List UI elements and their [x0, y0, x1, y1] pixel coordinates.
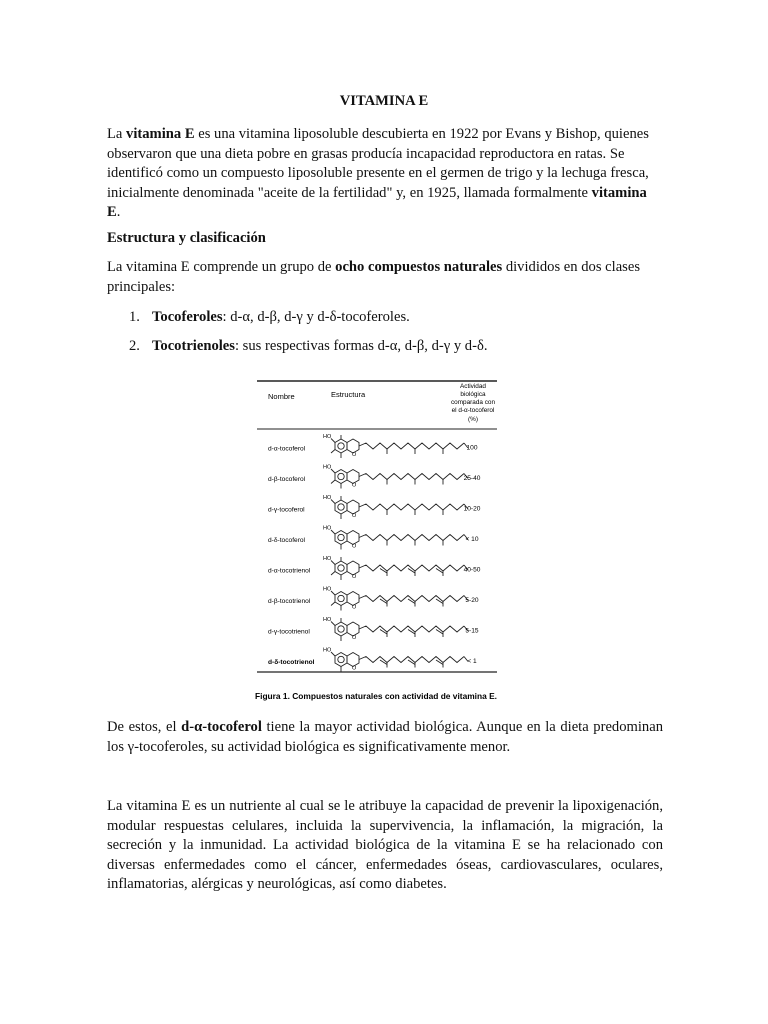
pyran-ring — [347, 592, 359, 606]
intro-text-2: es una vitamina liposoluble descubierta en 1922 por Evans y Bishop, quienes observaron que una dieta pobre en grasas producía incapacidad reproductora en ratas. Se identificó como un compuesto liposoluble presente en el germen de trigo y la lechuga fresca, inicialmente denominada "aceite de la fertilidad" y, en 1925, llamada formalmente — [107, 126, 649, 201]
double-bond — [436, 599, 443, 604]
aromatic-circle — [338, 595, 344, 601]
methyl-bond — [331, 450, 335, 454]
hydroxyl-bond — [331, 622, 335, 626]
compound-name: d-γ-tocotrienol — [268, 628, 310, 636]
aromatic-circle — [338, 656, 344, 662]
hydroxyl-bond — [331, 591, 335, 595]
intro-bold-vitamin-e-2: vitamina E — [107, 184, 647, 220]
benzene-ring — [335, 561, 347, 575]
list-item-text: : sus respectivas formas d-α, d-β, d-γ y d-δ. — [234, 337, 488, 354]
hydroxyl-label: HO — [323, 525, 332, 532]
header-activity-line: (%) — [468, 416, 478, 423]
hydroxyl-bond — [331, 530, 335, 534]
side-chain — [359, 474, 464, 480]
list-item-text: : d-α, d-β, d-γ y d-δ-tocoferoles. — [222, 309, 410, 325]
side-chain — [359, 535, 464, 541]
aromatic-circle — [338, 473, 344, 479]
side-chain — [359, 657, 464, 663]
intro-bold-vitamin-e: vitamina E — [126, 126, 195, 142]
activity-paragraph — [107, 718, 663, 757]
header-activity — [451, 383, 495, 423]
list-item-bold: Tocotrienoles — [152, 337, 235, 354]
ring-oxygen-label: O — [352, 574, 357, 580]
methyl-bond — [331, 480, 335, 484]
activity-value: 5-15 — [465, 627, 479, 635]
hydroxyl-label: HO — [323, 647, 332, 654]
document-title: VITAMINA E — [339, 93, 429, 109]
double-bond — [436, 569, 443, 574]
activity-text-1: De estos, el — [107, 719, 182, 735]
compound-name: d-γ-tocoferol — [268, 506, 305, 514]
ring-oxygen-label: O — [352, 482, 357, 489]
list-number: 1. — [129, 309, 140, 325]
pyran-ring — [347, 531, 359, 545]
table-row — [268, 587, 479, 611]
compound-name: d-β-tocoferol — [268, 476, 306, 483]
side-chain — [359, 504, 464, 510]
compound-name: d-α-tocoferol — [268, 445, 306, 453]
compounds-table-graphic — [255, 366, 505, 706]
hydroxyl-label: HO — [323, 434, 332, 440]
double-bond — [380, 630, 387, 635]
compound-name: d-δ-tocoferol — [268, 537, 306, 544]
compound-name: d-δ-tocotrienol — [268, 659, 315, 666]
activity-value: 10-20 — [463, 505, 481, 513]
double-bond — [380, 660, 387, 665]
classification-text-1: La vitamina E comprende un grupo de — [107, 259, 336, 275]
figure-caption: Figura 1. Compuestos naturales con actividad de vitamina E. — [255, 691, 498, 701]
table-row — [268, 495, 481, 519]
table-row — [268, 617, 479, 641]
hydroxyl-label: HO — [323, 495, 332, 501]
activity-text-2: tiene la mayor actividad biológica. Aunque en la dieta predominan los γ-tocoferoles, su actividad biológica es significativamente menor. — [107, 719, 663, 755]
pyran-ring — [347, 561, 359, 575]
list-number: 2. — [129, 337, 140, 354]
aromatic-circle — [338, 626, 344, 632]
activity-value: < 1 — [467, 658, 477, 665]
benzene-ring — [335, 622, 347, 636]
hydroxyl-label: HO — [323, 464, 332, 471]
functions-paragraph: La vitamina E es un nutriente al cual se le atribuye la capacidad de prevenir la lipoxigenación, modular respuestas celulares, incluida la supervivencia, la inflamación, la migración, la secreción y la inmunidad. La actividad biológica de la vitamina E se ha relacionado con diversas enfermedades como el cáncer, enfermedades óseas, cardiovasculares, oculares, inflamatorias, alérgicas y neurológicas, así como diabetes. — [107, 798, 663, 892]
section-heading: Estructura y clasificación — [107, 230, 266, 246]
header-activity-line: el d-α-tocoferol — [451, 407, 495, 414]
activity-value: 25-40 — [463, 475, 481, 482]
benzene-ring — [335, 653, 347, 667]
aromatic-circle — [338, 565, 344, 571]
double-bond — [408, 569, 415, 574]
aromatic-circle — [338, 443, 344, 449]
double-bond — [380, 569, 387, 574]
benzene-ring — [335, 531, 347, 545]
hydroxyl-bond — [331, 500, 335, 504]
methyl-bond — [331, 572, 335, 576]
list-item — [107, 308, 663, 328]
header-structure: Estructura — [331, 390, 366, 399]
benzene-ring — [335, 592, 347, 606]
list-item — [107, 337, 663, 357]
side-chain — [359, 443, 464, 449]
double-bond — [436, 660, 443, 665]
aromatic-circle — [338, 534, 344, 540]
class-list — [107, 308, 663, 356]
side-chain — [359, 596, 464, 602]
pyran-ring — [347, 500, 359, 514]
table-row — [268, 648, 477, 672]
intro-text-1: La — [107, 126, 127, 142]
ring-oxygen-label: O — [352, 635, 357, 641]
benzene-ring — [335, 500, 347, 514]
table-row — [268, 556, 481, 580]
activity-value: < 10 — [465, 536, 479, 543]
ring-oxygen-label: O — [352, 665, 357, 672]
double-bond — [380, 599, 387, 604]
classification-paragraph — [107, 258, 663, 297]
hydroxyl-bond — [331, 652, 335, 656]
pyran-ring — [347, 653, 359, 667]
hydroxyl-label: HO — [323, 556, 332, 562]
table-row — [268, 465, 481, 489]
aromatic-circle — [338, 504, 344, 510]
header-activity-line: Actividad — [460, 383, 486, 390]
vitamin-e-figure — [255, 366, 505, 706]
ring-oxygen-label: O — [352, 452, 357, 458]
classification-text-2: divididos en dos clases principales: — [107, 259, 641, 295]
benzene-ring — [335, 470, 347, 484]
double-bond — [408, 599, 415, 604]
side-chain — [359, 565, 464, 571]
classification-bold: ocho compuestos naturales — [335, 259, 503, 275]
benzene-ring — [335, 439, 347, 453]
hydroxyl-label: HO — [323, 586, 332, 593]
pyran-ring — [347, 470, 359, 484]
table-rows — [268, 434, 481, 672]
ring-oxygen-label: O — [352, 543, 357, 550]
hydroxyl-bond — [331, 561, 335, 565]
intro-paragraph — [107, 125, 663, 223]
compound-name: d-α-tocotrienol — [268, 567, 311, 575]
activity-value: 5-20 — [465, 597, 479, 604]
hydroxyl-bond — [331, 469, 335, 473]
side-chain — [359, 626, 464, 632]
activity-value: 100 — [466, 444, 478, 452]
double-bond — [408, 660, 415, 665]
methyl-bond — [331, 602, 335, 606]
pyran-ring — [347, 439, 359, 453]
ring-oxygen-label: O — [352, 604, 357, 611]
header-activity-line: biológica — [460, 391, 486, 398]
double-bond — [436, 630, 443, 635]
compound-name: d-β-tocotrienol — [268, 598, 311, 605]
pyran-ring — [347, 622, 359, 636]
hydroxyl-bond — [331, 439, 335, 443]
activity-value: 40-50 — [463, 566, 481, 574]
header-name: Nombre — [268, 392, 295, 401]
table-row — [268, 434, 478, 458]
hydroxyl-label: HO — [323, 617, 332, 623]
list-item-bold: Tocoferoles — [152, 309, 223, 325]
table-row — [268, 526, 479, 550]
double-bond — [408, 630, 415, 635]
intro-text-3: . — [116, 204, 121, 220]
header-activity-line: comparada con — [450, 399, 496, 406]
ring-oxygen-label: O — [352, 513, 357, 519]
activity-bold: d-α-tocoferol — [181, 719, 262, 735]
